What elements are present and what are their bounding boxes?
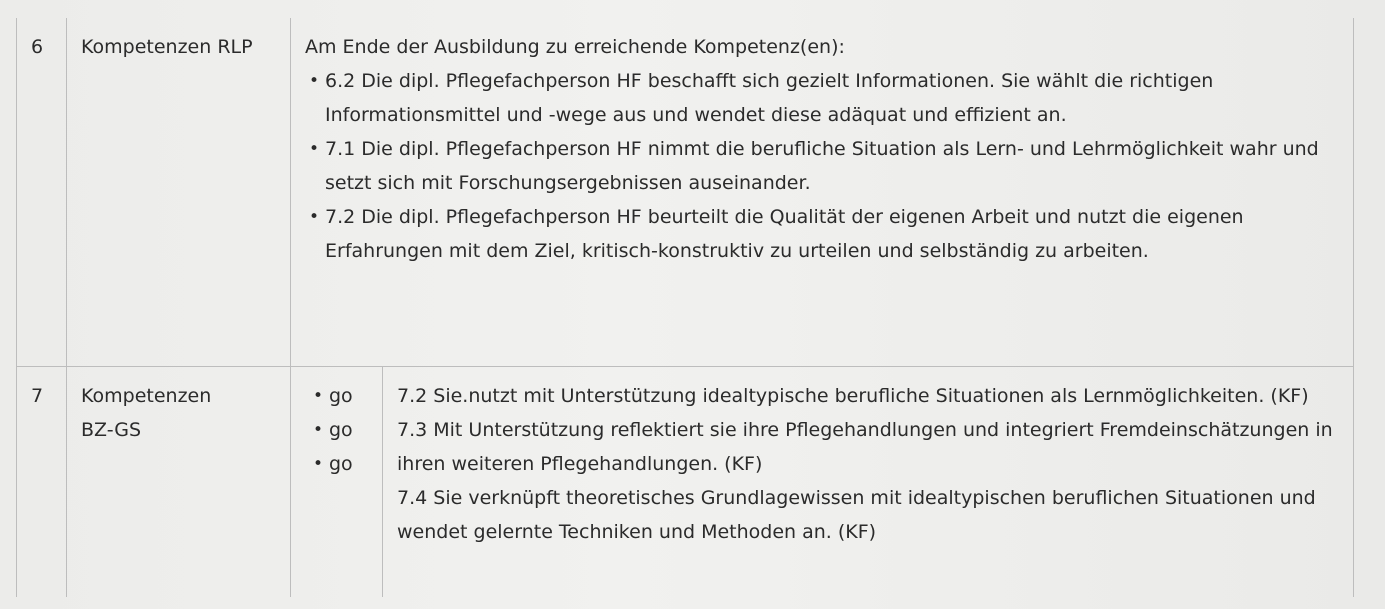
row-label: Kompetenzen BZ-GS	[81, 385, 212, 441]
nested-content	[291, 367, 1353, 597]
go-list	[291, 367, 383, 597]
row-content-cell	[291, 18, 1354, 367]
list-item: • 6.2 Die dipl. Pflegefachperson HF beschafft sich gezielt Informationen. Sie wählt die richtigen Informationsmittel und -wege aus und wendet diese adäquat und effizient an.	[309, 64, 1339, 132]
row-label: Kompetenzen RLP	[81, 36, 253, 58]
competency-text-list	[383, 367, 1353, 597]
list-item: • 7.1 Die dipl. Pflegefachperson HF nimmt die berufliche Situation als Lern- und Lehrmöglichkeit wahr und setzt sich mit Forschungsergebnissen auseinander.	[309, 132, 1339, 200]
list-item: 7.4 Sie verknüpft theoretisches Grundlagewissen mit idealtypischen beruflichen Situationen und wendet gelernte Techniken und Methoden an. (KF)	[397, 487, 1316, 543]
go-item: • go	[313, 413, 382, 447]
competency-intro: Am Ende der Ausbildung zu erreichende Kompetenz(en):	[305, 36, 845, 58]
row-number: 7	[31, 385, 44, 407]
row-number: 6	[31, 36, 44, 58]
go-item: • go	[313, 447, 382, 481]
go-item: • go	[313, 379, 382, 413]
row-label-cell	[67, 18, 291, 367]
table-row	[17, 18, 1354, 367]
competency-list	[305, 64, 1339, 268]
row-number-cell	[17, 367, 67, 598]
row-content-cell	[291, 367, 1354, 598]
table-row	[17, 367, 1354, 598]
list-item: 7.2 Sie.nutzt mit Unterstützung idealtypische berufliche Situationen als Lernmöglichkeiten. (KF)	[397, 385, 1309, 407]
competency-table	[16, 18, 1354, 597]
row-number-cell	[17, 18, 67, 367]
list-item: • 7.2 Die dipl. Pflegefachperson HF beurteilt die Qualität der eigenen Arbeit und nutzt die eigenen Erfahrungen mit dem Ziel, kritisch-konstruktiv zu urteilen und selbständig zu arbeiten.	[309, 200, 1339, 268]
row-label-cell	[67, 367, 291, 598]
list-item: 7.3 Mit Unterstützung reflektiert sie ihre Pflegehandlungen und integriert Fremdeinschätzungen in ihren weiteren Pflegehandlungen. (KF)	[397, 419, 1333, 475]
